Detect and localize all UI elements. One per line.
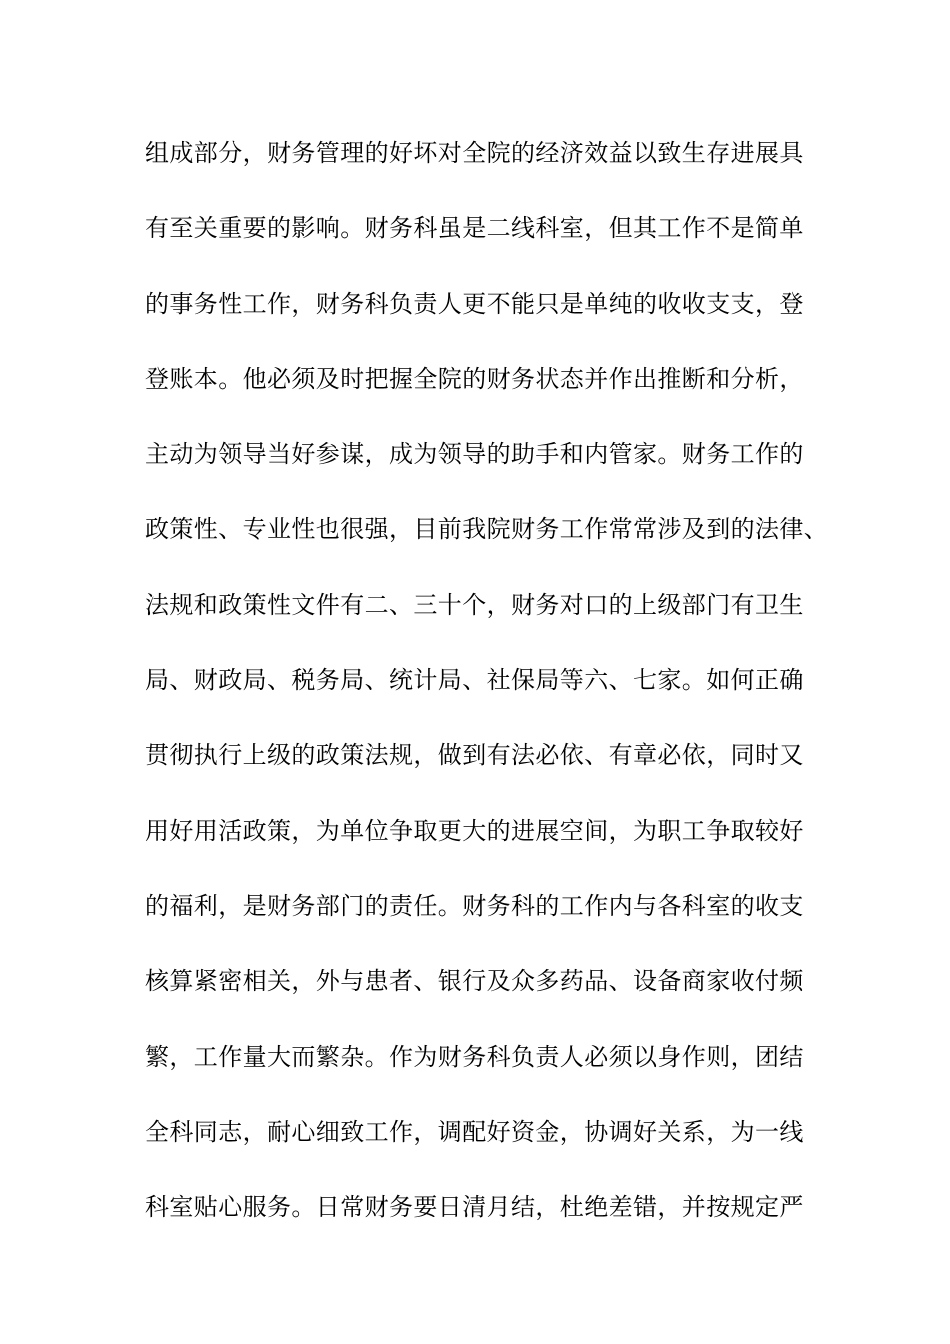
text-line: 核算紧密相关，外与患者、银行及众多药品、设备商家收付频 [145, 967, 804, 996]
text-line: 局、财政局、税务局、统计局、社保局等六、七家。如何正确 [145, 666, 804, 695]
text-line: 主动为领导当好参谋，成为领导的助手和内管家。财务工作的 [145, 440, 804, 469]
text-line: 有至关重要的影响。财务科虽是二线科室，但其工作不是简单 [145, 214, 804, 243]
text-line: 用好用活政策，为单位争取更大的进展空间，为职工争取较好 [145, 816, 804, 845]
text-line: 组成部分，财务管理的好坏对全院的经济效益以致生存进展具 [145, 139, 804, 167]
text-line: 全科同志，耐心细致工作，调配好资金，协调好关系，为一线 [145, 1117, 804, 1146]
text-line: 繁，工作量大而繁杂。作为财务科负责人必须以身作则，团结 [145, 1042, 804, 1071]
text-line: 政策性、专业性也很强，目前我院财务工作常常涉及到的法律、 [145, 515, 829, 544]
text-line: 法规和政策性文件有二、三十个，财务对口的上级部门有卫生 [145, 590, 804, 619]
text-line: 科室贴心服务。日常财务要日清月结，杜绝差错，并按规定严 [145, 1193, 804, 1222]
text-line: 的福利，是财务部门的责任。财务科的工作内与各科室的收支 [145, 891, 804, 920]
body-text [145, 128, 845, 1257]
text-line: 贯彻执行上级的政策法规，做到有法必依、有章必依，同时又 [145, 741, 804, 770]
text-line: 的事务性工作，财务科负责人更不能只是单纯的收收支支，登 [145, 289, 804, 318]
text-line: 登账本。他必须及时把握全院的财务状态并作出推断和分析， [145, 364, 804, 393]
